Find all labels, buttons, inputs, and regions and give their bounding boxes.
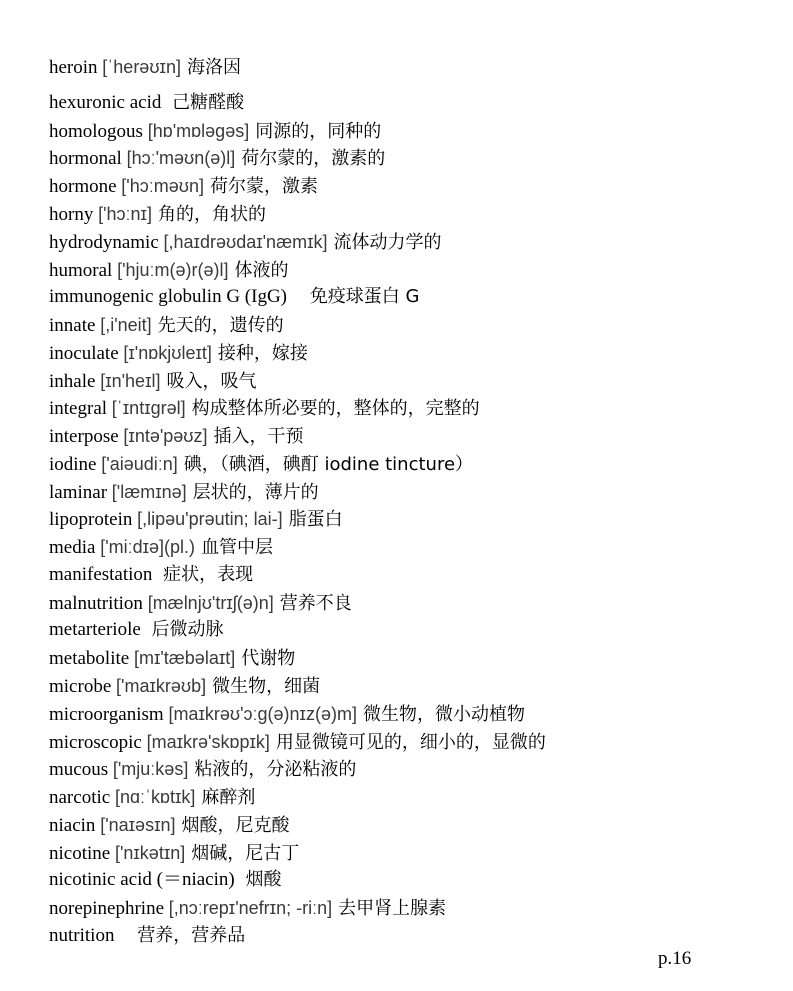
glossary-entry [49, 730, 546, 755]
glossary-entry [49, 757, 356, 782]
entry-term: laminar [49, 482, 108, 503]
entry-definition: 免疫球蛋白 G [309, 286, 420, 307]
entry-definition: 粘液的，分泌粘液的 [194, 759, 357, 780]
entry-term: hexuronic acid [49, 92, 162, 113]
entry-definition: 后微动脉 [151, 619, 224, 640]
entry-pronunciation: [hɒ'mɒləgəs] [147, 121, 250, 141]
entry-definition: 营养不良 [279, 593, 352, 614]
entry-definition: 接种，嫁接 [217, 343, 308, 364]
entry-term: heroin [49, 57, 98, 78]
entry-definition: 症状，表现 [163, 564, 254, 585]
entry-pronunciation: ['mjuːkəs] [112, 759, 189, 779]
entry-term: manifestation [49, 564, 153, 585]
glossary-entry [49, 55, 241, 80]
glossary-entry [49, 452, 473, 477]
entry-term: inhale [49, 371, 96, 392]
glossary-entry [49, 285, 419, 309]
entry-pronunciation: ['hɔːməʊn] [121, 176, 204, 196]
entry-pronunciation: [,lipəu'prəutin; lai-] [137, 509, 283, 529]
entry-pronunciation: ['maɪkrəʊb] [116, 676, 207, 696]
entry-pronunciation: ['naɪəsɪn] [100, 815, 176, 835]
glossary-entry [49, 230, 441, 255]
entry-term: nicotinic acid (＝niacin) [49, 869, 235, 890]
entry-pronunciation: ['aiəudiːn] [101, 454, 178, 474]
entry-definition: 流体动力学的 [333, 232, 442, 253]
page-number: p.16 [658, 948, 692, 969]
entry-term: mucous [49, 759, 109, 780]
entry-definition: 血管中层 [201, 537, 274, 558]
entry-definition: 烟酸 [245, 869, 282, 890]
entry-definition: 插入，干预 [213, 426, 304, 447]
glossary-entry [49, 702, 525, 727]
entry-term: microbe [49, 676, 112, 697]
entry-definition: 荷尔蒙，激素 [210, 176, 318, 197]
entry-pronunciation: [nɑːˈkɒtɪk] [114, 787, 196, 807]
entry-definition: 荷尔蒙的，激素的 [241, 148, 386, 169]
entry-term: integral [49, 398, 108, 419]
entry-definition: 烟酸，尼克酸 [181, 815, 290, 836]
glossary-entry [49, 119, 381, 144]
entry-definition: 构成整体所必要的，整体的，完整的 [191, 398, 480, 419]
entry-term: hydrodynamic [49, 232, 159, 253]
entry-definition: 微生物，微小动植物 [362, 704, 525, 725]
entry-pronunciation: [hɔː'məʊn(ə)l] [126, 148, 236, 168]
glossary-entry [49, 313, 284, 338]
entry-term: innate [49, 315, 96, 336]
entry-definition: 层状的，薄片的 [192, 482, 319, 503]
glossary-entry [49, 396, 480, 421]
entry-term: horny [49, 204, 94, 225]
entry-definition: 微生物，细菌 [212, 676, 321, 697]
glossary-entry [49, 924, 245, 948]
glossary-entry [49, 841, 299, 866]
entry-term: hormone [49, 176, 117, 197]
entry-term: metabolite [49, 648, 130, 669]
entry-definition: 同源的，同种的 [255, 121, 382, 142]
glossary-entry [49, 896, 446, 921]
entry-definition: 吸入，吸气 [166, 371, 257, 392]
glossary-entry [49, 674, 320, 699]
entry-term: malnutrition [49, 593, 143, 614]
entry-term: hormonal [49, 148, 122, 169]
entry-pronunciation: [ˈherəʊɪn] [102, 57, 181, 77]
glossary-entry [49, 507, 343, 532]
entry-term: norepinephrine [49, 898, 165, 919]
entry-pronunciation: [ɪn'heɪl] [100, 371, 161, 391]
glossary-entry [49, 813, 289, 838]
entry-term: immunogenic globulin G (IgG) [49, 286, 287, 307]
entry-definition: 营养，营养品 [137, 925, 246, 946]
glossary-entry [49, 174, 318, 199]
entry-pronunciation: [,i'neit] [100, 315, 152, 335]
glossary-entry [49, 591, 352, 616]
glossary-entry [49, 868, 281, 892]
glossary-entry [49, 535, 273, 560]
entry-term: lipoprotein [49, 509, 133, 530]
entry-pronunciation: ['hjuːm(ə)r(ə)l] [117, 260, 229, 280]
glossary-entry [49, 424, 304, 449]
entry-pronunciation: [ɪ'nɒkjʊleɪt] [123, 343, 212, 363]
entry-term: iodine [49, 454, 97, 475]
entry-term: humoral [49, 260, 113, 281]
entry-definition: 先天的，遗传的 [157, 315, 284, 336]
entry-term: inoculate [49, 343, 119, 364]
entry-pronunciation: [maɪkrə'skɒpɪk] [146, 732, 270, 752]
entry-term: microorganism [49, 704, 164, 725]
entry-definition: 海洛因 [186, 57, 241, 78]
entry-term: metarteriole [49, 619, 141, 640]
glossary-entry [49, 341, 308, 366]
entry-definition: 烟碱，尼古丁 [191, 843, 300, 864]
entry-pronunciation: [maɪkrəʊ'ɔːg(ə)nɪz(ə)m] [168, 704, 357, 724]
entry-pronunciation: ['hɔːnɪ] [98, 204, 152, 224]
entry-definition: 用显微镜可见的，细小的，显微的 [275, 732, 546, 753]
entry-definition: 碘，（碘酒，碘酊 iodine tincture） [183, 454, 474, 475]
entry-pronunciation: ['nɪkətɪn] [114, 843, 186, 863]
glossary-entry [49, 202, 266, 227]
entry-term: narcotic [49, 787, 111, 808]
entry-pronunciation: ['læmɪnə] [111, 482, 187, 502]
entry-term: microscopic [49, 732, 142, 753]
entry-definition: 脂蛋白 [288, 509, 343, 530]
entry-definition: 己糖醛酸 [172, 92, 245, 113]
entry-term: homologous [49, 121, 143, 142]
entry-pronunciation: [,nɔːrepɪ'nefrɪn; -riːn] [168, 898, 333, 918]
entry-pronunciation: [,haɪdrəʊdaɪ'næmɪk] [163, 232, 328, 252]
entry-pronunciation: ['miːdɪə](pl.) [100, 537, 196, 557]
entry-definition: 麻醉剂 [201, 787, 256, 808]
entry-definition: 去甲肾上腺素 [338, 898, 447, 919]
glossary-entry [49, 258, 289, 283]
entry-term: media [49, 537, 96, 558]
entry-definition: 代谢物 [241, 648, 296, 669]
entry-definition: 体液的 [234, 260, 289, 281]
entry-term: interpose [49, 426, 119, 447]
entry-pronunciation: [mɪ'tæbəlaɪt] [133, 648, 236, 668]
glossary-entry [49, 785, 255, 810]
glossary-entry [49, 618, 224, 642]
glossary-entry [49, 369, 256, 394]
entry-pronunciation: [mælnjʊ'trɪʃ(ə)n] [147, 593, 274, 613]
glossary-entry [49, 91, 244, 115]
glossary-entry [49, 646, 295, 671]
glossary-entry [49, 480, 319, 505]
glossary-entry [49, 563, 253, 587]
glossary-entry [49, 146, 385, 171]
entry-pronunciation: [ɪntə'pəʊz] [123, 426, 208, 446]
entry-term: nicotine [49, 843, 111, 864]
entry-term: nutrition [49, 925, 115, 946]
entry-term: niacin [49, 815, 96, 836]
entry-definition: 角的，角状的 [157, 204, 266, 225]
entry-pronunciation: [ˈɪntɪgrəl] [111, 398, 186, 418]
